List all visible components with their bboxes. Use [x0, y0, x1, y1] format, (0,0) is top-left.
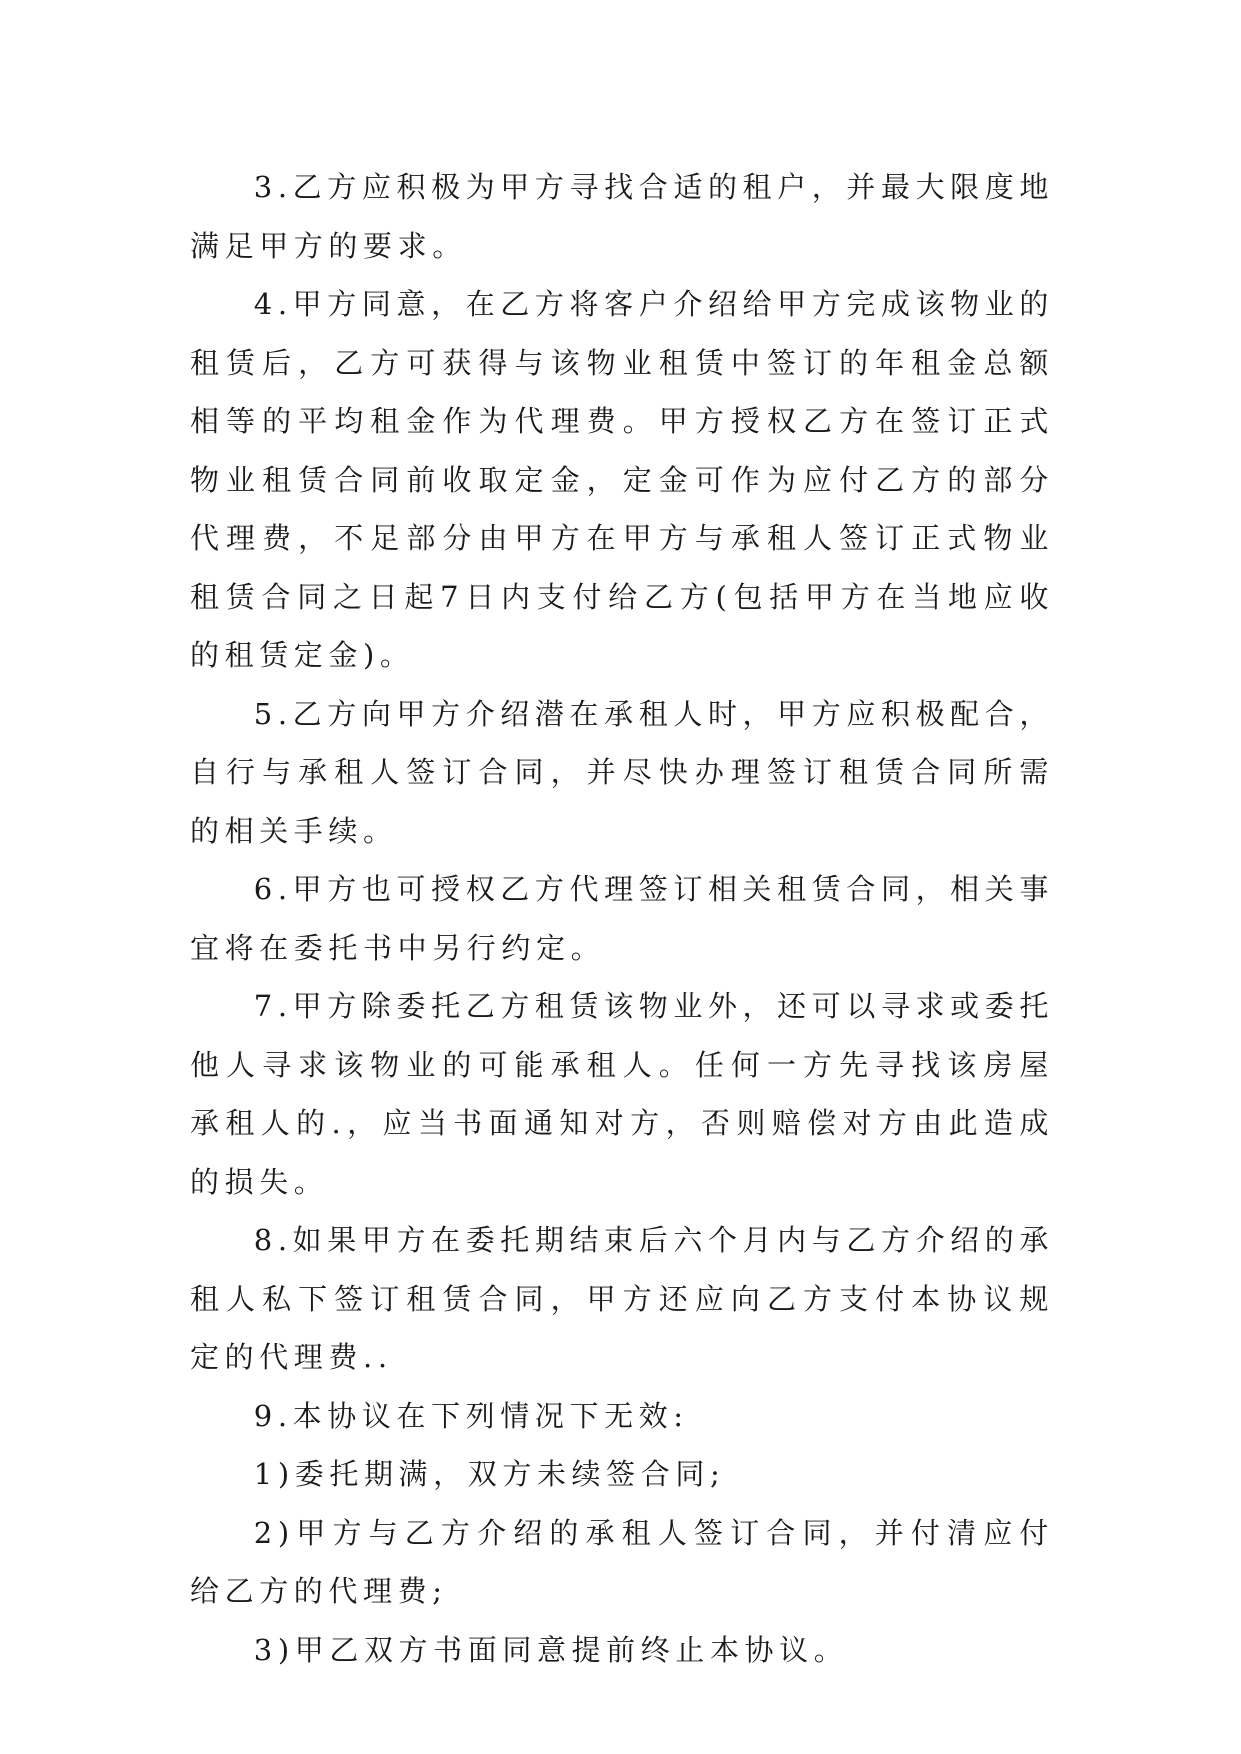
paragraph-clause-5: 5.乙方向甲方介绍潜在承租人时，甲方应积极配合，自行与承租人签订合同，并尽快办理签订租赁合同所需的相关手续。: [190, 696, 1054, 848]
paragraph-item-3: 3)甲乙双方书面同意提前终止本协议。: [253, 1632, 849, 1667]
paragraph-clause-3: 3.乙方应积极为甲方寻找合适的租户，并最大限度地满足甲方的要求。: [190, 170, 1054, 263]
document-body: [190, 158, 1054, 1679]
paragraph-clause-6: 6.甲方也可授权乙方代理签订相关租赁合同，相关事宜将在委托书中另行约定。: [190, 872, 1054, 965]
paragraph-clause-8: 8.如果甲方在委托期结束后六个月内与乙方介绍的承租人私下签订租赁合同，甲方还应向乙方支付本协议规定的代理费..: [190, 1223, 1054, 1374]
paragraph-item-2: 2)甲方与乙方介绍的承租人签订合同，并付清应付给乙方的代理费;: [190, 1515, 1054, 1608]
paragraph-clause-9: 9.本协议在下列情况下无效:: [253, 1398, 689, 1433]
paragraph-clause-4: 4.甲方同意，在乙方将客户介绍给甲方完成该物业的租赁后，乙方可获得与该物业租赁中签订的年租金总额相等的平均租金作为代理费。甲方授权乙方在签订正式物业租赁合同前收取定金，定金可作为应付乙方的部分代理费，不足部分由甲方在甲方与承租人签订正式物业租赁合同之日起7日内支付给乙方(包括甲方在当地应收的租赁定金)。: [190, 287, 1054, 672]
paragraph-clause-7: 7.甲方除委托乙方租赁该物业外，还可以寻求或委托他人寻求该物业的可能承租人。任何一方先寻找该房屋承租人的.，应当书面通知对方，否则赔偿对方由此造成的损失。: [190, 989, 1054, 1199]
paragraph-item-1: 1)委托期满，双方未续签合同;: [253, 1457, 726, 1491]
